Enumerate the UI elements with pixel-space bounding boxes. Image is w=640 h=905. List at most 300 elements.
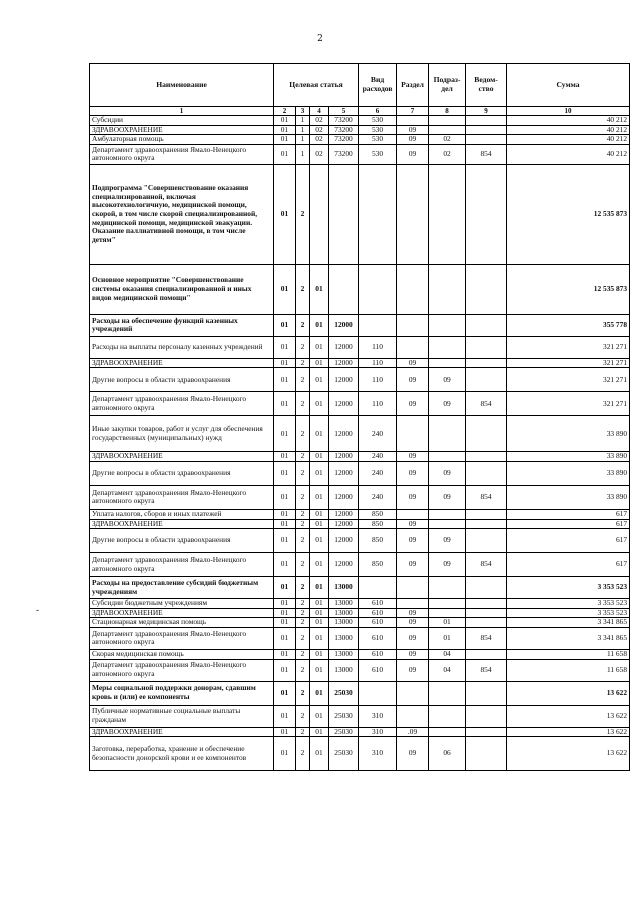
subprogram-code: 2 [296, 608, 310, 618]
department-code [466, 727, 507, 737]
row-sum: 13 622 [507, 705, 630, 727]
subprogram-code: 2 [296, 264, 310, 314]
program-code: 01 [274, 519, 296, 529]
activity-code: 01 [310, 461, 329, 485]
section-code: 09 [397, 461, 429, 485]
program-code: 01 [274, 392, 296, 416]
direction-code: 13000 [329, 649, 359, 659]
column-number: 3 [296, 107, 310, 116]
table-row [90, 659, 630, 681]
header-section: Раздел [397, 64, 429, 107]
expense-type-code: 110 [359, 336, 397, 358]
program-code: 01 [274, 461, 296, 485]
department-code [466, 416, 507, 452]
subprogram-code: 1 [296, 135, 310, 145]
table-row [90, 649, 630, 659]
subprogram-code: 2 [296, 599, 310, 609]
budget-table [89, 63, 630, 771]
row-sum: 617 [507, 529, 630, 553]
activity-code: 01 [310, 705, 329, 727]
column-number: 5 [329, 107, 359, 116]
row-sum: 13 622 [507, 737, 630, 771]
program-code: 01 [274, 737, 296, 771]
subsection-code: 06 [429, 737, 466, 771]
row-name: Уплата налогов, сборов и иных платежей [90, 509, 274, 519]
department-code: 854 [466, 485, 507, 509]
row-sum: 13 622 [507, 681, 630, 705]
table-row [90, 336, 630, 358]
direction-code: 12000 [329, 368, 359, 392]
activity-code: 01 [310, 737, 329, 771]
row-sum: 321 271 [507, 336, 630, 358]
program-code: 01 [274, 125, 296, 135]
department-code [466, 135, 507, 145]
row-name: Публичные нормативные социальные выплаты гражданам [90, 705, 274, 727]
expense-type-code: 610 [359, 599, 397, 609]
expense-type-code: 530 [359, 116, 397, 126]
activity-code [310, 164, 329, 264]
subsection-code: 04 [429, 659, 466, 681]
row-name: ЗДРАВООХРАНЕНИЕ [90, 358, 274, 368]
department-code [466, 452, 507, 462]
row-name: ЗДРАВООХРАНЕНИЕ [90, 608, 274, 618]
direction-code: 25030 [329, 727, 359, 737]
subsection-code: 09 [429, 392, 466, 416]
row-sum: 355 778 [507, 314, 630, 336]
column-number: 1 [90, 107, 274, 116]
subprogram-code: 2 [296, 529, 310, 553]
department-code [466, 164, 507, 264]
subprogram-code: 2 [296, 509, 310, 519]
subsection-code: 01 [429, 627, 466, 649]
department-code: 854 [466, 553, 507, 577]
subprogram-code: 2 [296, 358, 310, 368]
subprogram-code: 2 [296, 627, 310, 649]
row-sum: 33 890 [507, 461, 630, 485]
program-code: 01 [274, 416, 296, 452]
table-row [90, 314, 630, 336]
subsection-code [429, 358, 466, 368]
header-name: Наименование [90, 64, 274, 107]
program-code: 01 [274, 649, 296, 659]
program-code: 01 [274, 368, 296, 392]
expense-type-code: 310 [359, 705, 397, 727]
row-name: ЗДРАВООХРАНЕНИЕ [90, 727, 274, 737]
program-code: 01 [274, 144, 296, 164]
table-row [90, 727, 630, 737]
subsection-code: 09 [429, 485, 466, 509]
department-code [466, 336, 507, 358]
expense-type-code [359, 681, 397, 705]
expense-type-code: 610 [359, 608, 397, 618]
row-sum: 3 353 523 [507, 608, 630, 618]
subsection-code: 04 [429, 649, 466, 659]
program-code: 01 [274, 705, 296, 727]
subsection-code [429, 705, 466, 727]
program-code: 01 [274, 577, 296, 599]
subprogram-code: 2 [296, 727, 310, 737]
direction-code: 13000 [329, 577, 359, 599]
activity-code: 01 [310, 519, 329, 529]
row-sum: 12 535 873 [507, 264, 630, 314]
table-row [90, 125, 630, 135]
direction-code [329, 264, 359, 314]
table-row [90, 529, 630, 553]
table-row [90, 599, 630, 609]
direction-code: 12000 [329, 485, 359, 509]
program-code: 01 [274, 452, 296, 462]
section-code: 09 [397, 135, 429, 145]
activity-code: 01 [310, 416, 329, 452]
direction-code: 13000 [329, 618, 359, 628]
activity-code: 01 [310, 649, 329, 659]
table-row [90, 135, 630, 145]
section-code: 09 [397, 737, 429, 771]
expense-type-code: 310 [359, 737, 397, 771]
activity-code: 01 [310, 727, 329, 737]
activity-code: 01 [310, 553, 329, 577]
department-code: 854 [466, 392, 507, 416]
row-name: Расходы на предоставление субсидий бюджетным учреждениям [90, 577, 274, 599]
column-number: 2 [274, 107, 296, 116]
table-row [90, 358, 630, 368]
table-row [90, 627, 630, 649]
program-code: 01 [274, 485, 296, 509]
expense-type-code: 240 [359, 452, 397, 462]
activity-code: 01 [310, 336, 329, 358]
table-row [90, 264, 630, 314]
column-number: 9 [466, 107, 507, 116]
expense-type-code: 110 [359, 358, 397, 368]
direction-code: 25030 [329, 705, 359, 727]
row-sum: 321 271 [507, 368, 630, 392]
header-subsection: Подраз-дел [429, 64, 466, 107]
row-sum: 3 341 865 [507, 618, 630, 628]
subsection-code [429, 519, 466, 529]
activity-code: 01 [310, 529, 329, 553]
expense-type-code: 850 [359, 519, 397, 529]
table-row [90, 577, 630, 599]
subsection-code [429, 336, 466, 358]
section-code: 09 [397, 392, 429, 416]
section-code: 09 [397, 368, 429, 392]
row-sum: 40 212 [507, 125, 630, 135]
section-code: 09 [397, 358, 429, 368]
row-sum: 321 271 [507, 358, 630, 368]
program-code: 01 [274, 336, 296, 358]
activity-code: 01 [310, 264, 329, 314]
section-code [397, 264, 429, 314]
row-sum: 33 890 [507, 485, 630, 509]
section-code: 09 [397, 659, 429, 681]
section-code: 09 [397, 485, 429, 509]
expense-type-code: 240 [359, 485, 397, 509]
program-code: 01 [274, 627, 296, 649]
table-row [90, 608, 630, 618]
row-name: Стационарная медицинская помощь [90, 618, 274, 628]
expense-type-code: 850 [359, 509, 397, 519]
row-sum: 33 890 [507, 416, 630, 452]
expense-type-code: 850 [359, 553, 397, 577]
row-name: Департамент здравоохранения Ямало-Ненецкого автономного округа [90, 659, 274, 681]
subsection-code: 02 [429, 144, 466, 164]
column-number: 6 [359, 107, 397, 116]
table-row [90, 737, 630, 771]
expense-type-code: 240 [359, 416, 397, 452]
expense-type-code: 610 [359, 649, 397, 659]
direction-code: 73200 [329, 125, 359, 135]
row-name: ЗДРАВООХРАНЕНИЕ [90, 452, 274, 462]
table-row [90, 164, 630, 264]
activity-code: 02 [310, 116, 329, 126]
activity-code: 01 [310, 577, 329, 599]
program-code: 01 [274, 599, 296, 609]
row-sum: 12 535 873 [507, 164, 630, 264]
department-code [466, 705, 507, 727]
section-code [397, 314, 429, 336]
program-code: 01 [274, 164, 296, 264]
direction-code: 12000 [329, 392, 359, 416]
section-code [397, 681, 429, 705]
expense-type-code [359, 164, 397, 264]
expense-type-code: 850 [359, 529, 397, 553]
table-row [90, 705, 630, 727]
direction-code: 12000 [329, 314, 359, 336]
activity-code: 02 [310, 135, 329, 145]
department-code: 854 [466, 144, 507, 164]
subsection-code [429, 608, 466, 618]
program-code: 01 [274, 618, 296, 628]
direction-code: 13000 [329, 659, 359, 681]
section-code [397, 416, 429, 452]
row-name: Другие вопросы в области здравоохранения [90, 368, 274, 392]
expense-type-code: 610 [359, 618, 397, 628]
program-code: 01 [274, 659, 296, 681]
activity-code: 01 [310, 392, 329, 416]
header-department: Ведом-ство [466, 64, 507, 107]
subprogram-code: 2 [296, 705, 310, 727]
direction-code: 12000 [329, 416, 359, 452]
row-name: Расходы на обеспечение функций казенных учреждений [90, 314, 274, 336]
department-code: 854 [466, 627, 507, 649]
subsection-code: 01 [429, 618, 466, 628]
direction-code: 12000 [329, 461, 359, 485]
row-name: Другие вопросы в области здравоохранения [90, 529, 274, 553]
subprogram-code: 1 [296, 125, 310, 135]
table-row [90, 485, 630, 509]
section-code: .09 [397, 727, 429, 737]
table-row [90, 116, 630, 126]
row-sum: 617 [507, 553, 630, 577]
subsection-code: 09 [429, 529, 466, 553]
row-name: Субсидии [90, 116, 274, 126]
row-name: Расходы на выплаты персоналу казенных учреждений [90, 336, 274, 358]
row-name: Департамент здравоохранения Ямало-Ненецкого автономного округа [90, 627, 274, 649]
section-code [397, 577, 429, 599]
section-code: 09 [397, 529, 429, 553]
department-code [466, 314, 507, 336]
program-code: 01 [274, 529, 296, 553]
row-name: Скорая медицинская помощь [90, 649, 274, 659]
row-sum: 3 353 523 [507, 577, 630, 599]
table-row [90, 416, 630, 452]
department-code [466, 737, 507, 771]
activity-code: 02 [310, 144, 329, 164]
row-sum: 617 [507, 519, 630, 529]
activity-code: 01 [310, 681, 329, 705]
row-sum: 33 890 [507, 452, 630, 462]
table-row [90, 681, 630, 705]
direction-code: 13000 [329, 627, 359, 649]
direction-code: 12000 [329, 358, 359, 368]
section-code [397, 116, 429, 126]
direction-code: 12000 [329, 336, 359, 358]
expense-type-code: 110 [359, 368, 397, 392]
header-sum: Сумма [507, 64, 630, 107]
subsection-code: 09 [429, 553, 466, 577]
table-row [90, 553, 630, 577]
table-row [90, 618, 630, 628]
department-code [466, 509, 507, 519]
subprogram-code: 2 [296, 519, 310, 529]
row-sum: 40 212 [507, 144, 630, 164]
row-name: ЗДРАВООХРАНЕНИЕ [90, 519, 274, 529]
section-code [397, 509, 429, 519]
subprogram-code: 1 [296, 144, 310, 164]
subprogram-code: 2 [296, 314, 310, 336]
program-code: 01 [274, 608, 296, 618]
expense-type-code [359, 264, 397, 314]
subprogram-code: 2 [296, 737, 310, 771]
subprogram-code: 2 [296, 553, 310, 577]
section-code [397, 164, 429, 264]
department-code [466, 608, 507, 618]
row-sum: 617 [507, 509, 630, 519]
subsection-code: 09 [429, 368, 466, 392]
subsection-code [429, 727, 466, 737]
expense-type-code: 240 [359, 461, 397, 485]
activity-code: 01 [310, 509, 329, 519]
department-code [466, 529, 507, 553]
department-code [466, 599, 507, 609]
direction-code: 12000 [329, 509, 359, 519]
direction-code: 12000 [329, 529, 359, 553]
section-code: 09 [397, 618, 429, 628]
row-sum: 40 212 [507, 116, 630, 126]
activity-code: 01 [310, 452, 329, 462]
direction-code: 25030 [329, 681, 359, 705]
subsection-code: 02 [429, 135, 466, 145]
subsection-code [429, 577, 466, 599]
section-code [397, 705, 429, 727]
row-name: Основное мероприятие "Совершенствование системы оказания специализированной и иных видов медицинской помощи" [90, 264, 274, 314]
activity-code: 01 [310, 314, 329, 336]
header-expense-type: Вид расходов [359, 64, 397, 107]
table-row [90, 519, 630, 529]
department-code [466, 125, 507, 135]
row-name: Меры социальной поддержки донорам, сдавшим кровь и (или) ее компоненты [90, 681, 274, 705]
direction-code: 73200 [329, 116, 359, 126]
subprogram-code: 2 [296, 659, 310, 681]
activity-code: 02 [310, 125, 329, 135]
row-name: Другие вопросы в области здравоохранения [90, 461, 274, 485]
section-code: 09 [397, 649, 429, 659]
activity-code: 01 [310, 627, 329, 649]
page-number: 2 [317, 34, 323, 44]
subsection-code [429, 416, 466, 452]
subprogram-code: 2 [296, 452, 310, 462]
table-row [90, 509, 630, 519]
table-row [90, 144, 630, 164]
table-row [90, 461, 630, 485]
department-code [466, 264, 507, 314]
program-code: 01 [274, 509, 296, 519]
activity-code: 01 [310, 485, 329, 509]
direction-code [329, 164, 359, 264]
program-code: 01 [274, 358, 296, 368]
row-sum: 40 212 [507, 135, 630, 145]
table-row [90, 392, 630, 416]
subsection-code [429, 681, 466, 705]
section-code [397, 336, 429, 358]
table-header-row [90, 64, 630, 107]
program-code: 01 [274, 116, 296, 126]
section-code [397, 599, 429, 609]
activity-code: 01 [310, 599, 329, 609]
department-code [466, 358, 507, 368]
subprogram-code: 2 [296, 577, 310, 599]
subsection-code [429, 164, 466, 264]
department-code [466, 577, 507, 599]
section-code: 09 [397, 627, 429, 649]
activity-code: 01 [310, 368, 329, 392]
header-target-article: Целевая статья [274, 64, 359, 107]
row-sum: 13 622 [507, 727, 630, 737]
subprogram-code: 2 [296, 649, 310, 659]
expense-type-code [359, 577, 397, 599]
row-name: Департамент здравоохранения Ямало-Ненецкого автономного округа [90, 144, 274, 164]
column-number: 7 [397, 107, 429, 116]
subprogram-code: 2 [296, 461, 310, 485]
subprogram-code: 2 [296, 681, 310, 705]
subprogram-code: 2 [296, 485, 310, 509]
subsection-code [429, 264, 466, 314]
program-code: 01 [274, 135, 296, 145]
program-code: 01 [274, 727, 296, 737]
row-sum: 321 271 [507, 392, 630, 416]
section-code: 09 [397, 553, 429, 577]
subprogram-code: 2 [296, 368, 310, 392]
section-code: 09 [397, 452, 429, 462]
department-code [466, 116, 507, 126]
subsection-code [429, 509, 466, 519]
expense-type-code: 530 [359, 135, 397, 145]
column-number: 8 [429, 107, 466, 116]
direction-code: 73200 [329, 144, 359, 164]
program-code: 01 [274, 681, 296, 705]
expense-type-code: 610 [359, 627, 397, 649]
row-name: ЗДРАВООХРАНЕНИЕ [90, 125, 274, 135]
margin-mark: - [36, 606, 40, 616]
expense-type-code: 610 [359, 659, 397, 681]
row-name: Департамент здравоохранения Ямало-Ненецкого автономного округа [90, 392, 274, 416]
table-row [90, 452, 630, 462]
row-name: Подпрограмма "Совершенствование оказания специализированной, включая высокотехнологичную, медицинской помощи, скорой, в том числе скорой специализированной, медицинской помощи, медицинской эвакуации. Оказание паллиативной помощи, в том числе детям" [90, 164, 274, 264]
activity-code: 01 [310, 608, 329, 618]
department-code [466, 649, 507, 659]
department-code [466, 461, 507, 485]
activity-code: 01 [310, 618, 329, 628]
